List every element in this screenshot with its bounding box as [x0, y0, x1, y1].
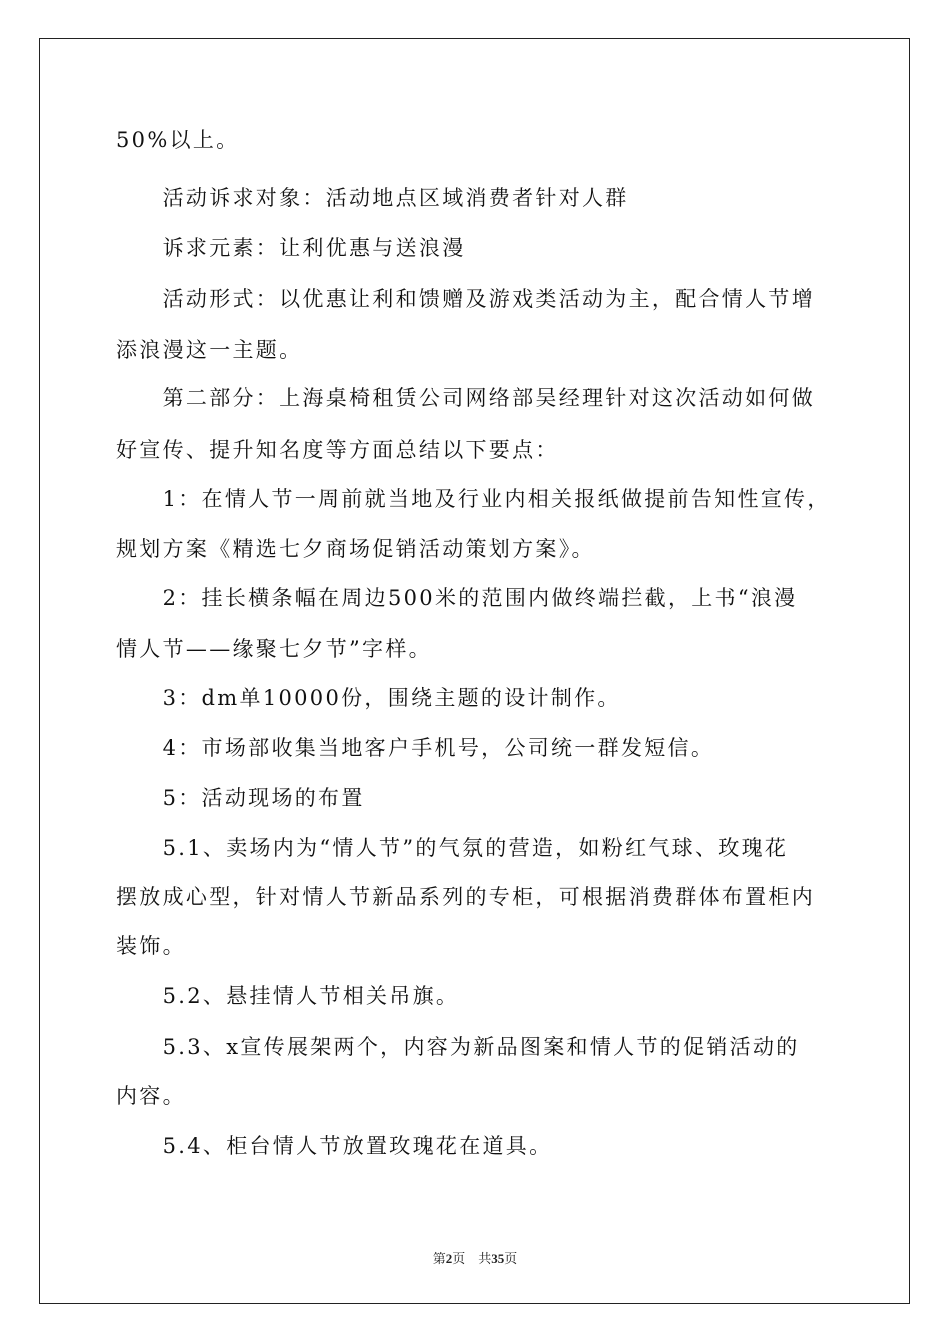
page-number: 2 — [445, 1251, 453, 1266]
text-line: 50%以上。 — [116, 128, 240, 152]
text-line: 2：挂长横条幅在周边500米的范围内做终端拦截，上书“浪漫 — [116, 586, 798, 610]
footer-page-suffix: 页 共 — [452, 1251, 492, 1266]
text-line: 装饰。 — [116, 934, 186, 958]
page-footer — [0, 1248, 950, 1267]
text-line: 5：活动现场的布置 — [116, 786, 365, 810]
text-line: 添浪漫这一主题。 — [116, 338, 303, 362]
text-line: 5.1、卖场内为“情人节”的气氛的营造，如粉红气球、玫瑰花 — [116, 836, 789, 860]
text-line: 3：dm单10000份，围绕主题的设计制作。 — [116, 686, 621, 710]
page-border — [39, 38, 910, 1304]
text-line: 第二部分：上海桌椅租赁公司网络部吴经理针对这次活动如何做 — [116, 386, 815, 410]
text-line: 4：市场部收集当地客户手机号，公司统一群发短信。 — [116, 736, 715, 760]
text-line: 5.3、x宣传展架两个，内容为新品图案和情人节的促销活动的 — [116, 1035, 800, 1059]
text-line: 摆放成心型，针对情人节新品系列的专柜，可根据消费群体布置柜内 — [116, 885, 815, 909]
text-line: 活动诉求对象：活动地点区域消费者针对人群 — [116, 186, 629, 210]
text-line: 情人节——缘聚七夕节”字样。 — [116, 637, 432, 661]
text-line: 诉求元素：让利优惠与送浪漫 — [116, 236, 466, 260]
text-line: 1：在情人节一周前就当地及行业内相关报纸做提前告知性宣传， — [116, 487, 831, 511]
footer-prefix: 第 — [432, 1251, 446, 1266]
text-line: 好宣传、提升知名度等方面总结以下要点： — [116, 438, 559, 462]
text-line: 5.2、悬挂情人节相关吊旗。 — [116, 984, 460, 1008]
total-pages: 35 — [491, 1251, 505, 1266]
text-line: 活动形式：以优惠让利和馈赠及游戏类活动为主，配合情人节增 — [116, 287, 815, 311]
text-line: 规划方案《精选七夕商场促销活动策划方案》。 — [116, 537, 595, 561]
footer-total-suffix: 页 — [504, 1251, 518, 1266]
text-line: 内容。 — [116, 1084, 186, 1108]
text-line: 5.4、柜台情人节放置玫瑰花在道具。 — [116, 1134, 553, 1158]
